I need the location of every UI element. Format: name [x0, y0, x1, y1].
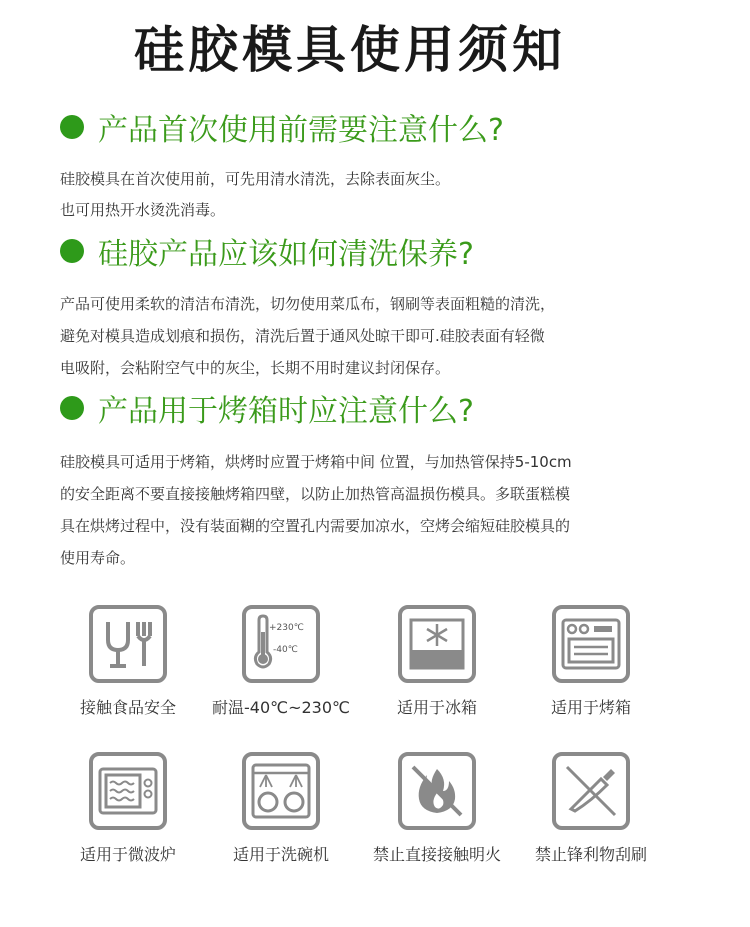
dishwasher-icon [242, 752, 320, 830]
feature-label: 禁止锋利物刮刷 [534, 845, 647, 864]
body-line: 硅胶模具在首次使用前，可先用清水清洗，去除表面灰尘。 [60, 170, 451, 188]
body-line: 电吸附，会粘附空气中的灰尘，长期不用时建议封闭保存。 [60, 359, 451, 377]
feature-freezer [362, 605, 512, 718]
body-line: 产品可使用柔软的清洁布清洗，切勿使用菜瓜布，钢刷等表面粗糙的清洗， [60, 295, 556, 313]
feature-label: 禁止直接接触明火 [372, 845, 501, 864]
question-text: 产品用于烤箱时应注意什么? [98, 394, 474, 429]
body-line: 避免对模具造成划痕和损伤，清洗后置于通风处晾干即可.硅胶表面有轻微 [60, 327, 545, 345]
microwave-icon [89, 752, 167, 830]
feature-no-fire [362, 752, 512, 865]
feature-temperature [206, 605, 356, 718]
section-body-2 [60, 288, 680, 384]
bullet-dot-icon [60, 396, 84, 420]
oven-icon [552, 605, 630, 683]
no-fire-icon [398, 752, 476, 830]
body-line: 具在烘烤过程中，没有装面糊的空置孔内需要加凉水，空烤会缩短硅胶模具的 [60, 517, 571, 535]
body-line: 硅胶模具可适用于烤箱，烘烤时应置于烤箱中间 位置，与加热管保持5-10cm [60, 453, 572, 471]
question-text: 产品首次使用前需要注意什么? [98, 113, 504, 148]
section-body-3 [60, 446, 680, 574]
feature-food-safe [53, 605, 203, 718]
feature-label: 耐温-40℃~230℃ [211, 698, 351, 717]
section-body-1 [60, 164, 680, 226]
no-knife-icon [552, 752, 630, 830]
page-title: 硅胶模具使用须知 [134, 21, 566, 79]
question-text: 硅胶产品应该如何清洗保养? [98, 237, 474, 272]
feature-label: 适用于冰箱 [396, 698, 477, 717]
section-question-1 [60, 105, 504, 149]
section-question-3 [60, 386, 474, 430]
feature-oven [516, 605, 666, 718]
thermo-low-label: -40℃ [273, 645, 298, 655]
freezer-icon [398, 605, 476, 683]
feature-dishwasher [206, 752, 356, 865]
food-safe-icon [89, 605, 167, 683]
thermometer-icon [242, 605, 320, 683]
body-line: 也可用热开水烫洗消毒。 [60, 201, 226, 219]
thermo-high-label: +230℃ [269, 623, 304, 633]
section-question-2 [60, 229, 474, 273]
feature-label: 适用于烤箱 [550, 698, 631, 717]
body-line: 的安全距离不要直接接触烤箱四壁，以防止加热管高温损伤模具。多联蛋糕模 [60, 485, 571, 503]
feature-label: 适用于微波炉 [79, 845, 176, 864]
feature-no-knife [516, 752, 666, 865]
body-line: 使用寿命。 [60, 549, 136, 567]
bullet-dot-icon [60, 239, 84, 263]
feature-label: 适用于洗碗机 [232, 845, 329, 864]
feature-label: 接触食品安全 [79, 698, 176, 717]
feature-microwave [53, 752, 203, 865]
bullet-dot-icon [60, 115, 84, 139]
